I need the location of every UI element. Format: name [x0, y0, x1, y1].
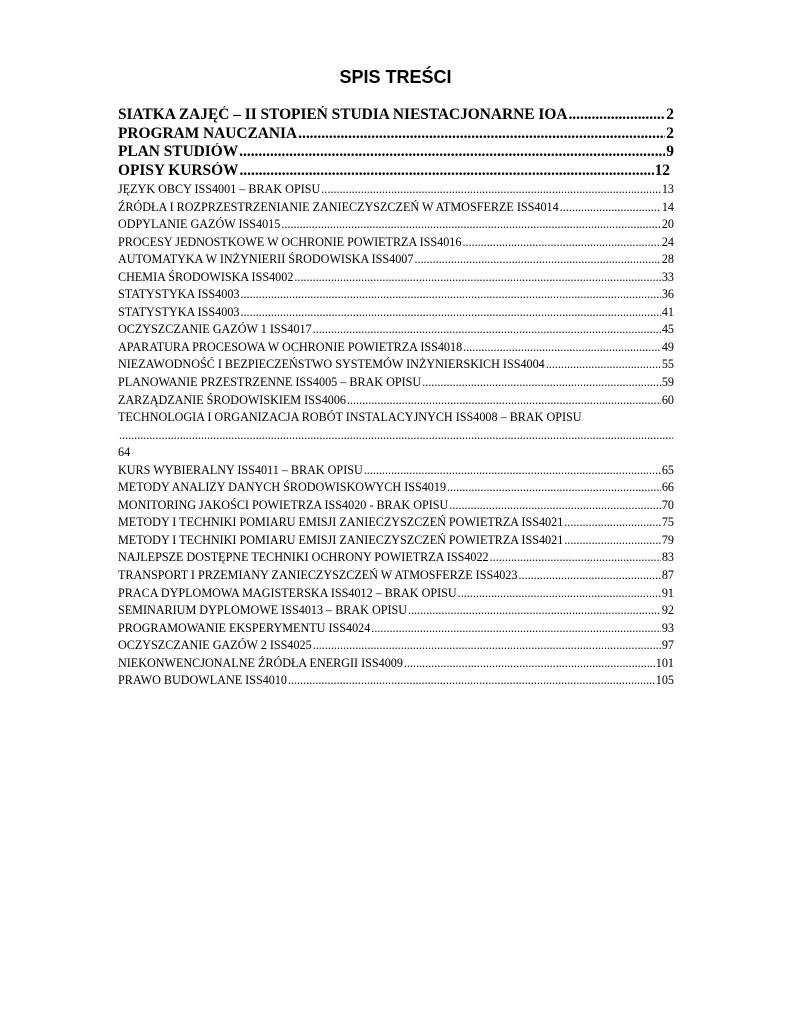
toc-page-number: 24 — [661, 234, 674, 249]
toc-entry-label: KURS WYBIERALNY ISS4011 – BRAK OPISU — [118, 462, 363, 477]
toc-page-number: 75 — [661, 515, 674, 530]
toc-page-number: 55 — [661, 357, 674, 372]
toc-entry-label: APARATURA PROCESOWA W OCHRONIE POWIETRZA ISS4018 — [118, 339, 463, 354]
toc-entry[interactable] — [118, 304, 674, 322]
dot-leader — [239, 143, 665, 162]
toc-page-number: 87 — [661, 568, 674, 583]
toc-page-number: 2 — [666, 124, 674, 142]
toc-entry[interactable] — [118, 672, 674, 690]
toc-page-number: 45 — [661, 322, 674, 337]
dot-leader — [281, 216, 661, 234]
toc-entry[interactable] — [118, 655, 674, 673]
toc-entry[interactable] — [118, 339, 674, 357]
dot-leader — [288, 672, 655, 690]
toc-entry[interactable] — [118, 374, 674, 392]
toc-page-number: 64 — [118, 445, 131, 460]
dot-leader — [313, 637, 661, 655]
dot-leader — [560, 199, 661, 217]
toc-entry-label: NIEZAWODNOŚĆ I BEZPIECZEŃSTWO SYSTEMÓW INŻYNIERSKICH ISS4004 — [118, 357, 545, 372]
toc-entry[interactable] — [118, 321, 674, 339]
toc-entry[interactable] — [118, 409, 674, 462]
toc-entry[interactable] — [118, 216, 674, 234]
toc-entry[interactable] — [118, 251, 674, 269]
dot-leader — [119, 427, 673, 445]
toc-page-number: 33 — [661, 269, 674, 284]
toc-page-number: 65 — [661, 462, 674, 477]
toc-entry[interactable] — [118, 514, 674, 532]
toc-entry-label: PRACA DYPLOMOWA MAGISTERSKA ISS4012 – BRAK OPISU — [118, 585, 457, 600]
dot-leader — [568, 106, 665, 125]
toc-entry-label: NAJLEPSZE DOSTĘPNE TECHNIKI OCHRONY POWIETRZA ISS4022 — [118, 550, 489, 565]
toc-page-number: 14 — [661, 199, 674, 214]
toc-page-number: 59 — [661, 375, 674, 390]
toc-entry-label: METODY ANALIZY DANYCH ŚRODOWISKOWYCH ISS4019 — [118, 480, 447, 495]
toc-entry[interactable] — [118, 199, 674, 217]
toc-major-entry[interactable] — [118, 162, 670, 181]
toc-page-number: 60 — [661, 392, 674, 407]
toc-entry[interactable] — [118, 637, 674, 655]
toc-entry[interactable] — [118, 497, 674, 515]
toc-entry[interactable] — [118, 234, 674, 252]
toc-page-number: 2 — [666, 106, 674, 123]
dot-leader — [447, 479, 661, 497]
toc-entry[interactable] — [118, 585, 674, 603]
toc-page-number: 91 — [661, 585, 674, 600]
toc-entry[interactable] — [118, 181, 674, 199]
dot-leader — [240, 286, 660, 304]
toc-entry-label: ZARZĄDZANIE ŚRODOWISKIEM ISS4006 — [118, 392, 346, 407]
dot-leader — [240, 304, 660, 322]
toc-entry-label: STATYSTYKA ISS4003 — [118, 287, 240, 302]
toc-entry-label: OPISY KURSÓW — [118, 161, 239, 179]
toc-major-entry[interactable] — [118, 125, 674, 144]
toc-entry-label: PRAWO BUDOWLANE ISS4010 — [118, 673, 287, 688]
toc-entry-label: CHEMIA ŚRODOWISKA ISS4002 — [118, 269, 294, 284]
toc-course-list — [118, 181, 674, 690]
dot-leader — [463, 339, 661, 357]
toc-page-number: 20 — [661, 217, 674, 232]
dot-leader — [294, 269, 660, 287]
dot-leader — [449, 497, 661, 515]
toc-major-entry[interactable] — [118, 143, 674, 162]
toc-page-number: 70 — [661, 497, 674, 512]
toc-entry-label: SIATKA ZAJĘĆ – II STOPIEŃ STUDIA NIESTACJONARNE IOA — [118, 106, 568, 123]
toc-page-number: 28 — [661, 252, 674, 267]
dot-leader — [422, 374, 661, 392]
toc-page-number: 41 — [661, 304, 674, 319]
toc-entry-label: TECHNOLOGIA I ORGANIZACJA ROBÓT INSTALACYJNYCH ISS4008 – BRAK OPISU — [118, 410, 582, 425]
toc-page-number: 92 — [661, 603, 674, 618]
toc-page-number: 49 — [661, 339, 674, 354]
dot-leader — [414, 251, 660, 269]
toc-entry[interactable] — [118, 286, 674, 304]
toc-entry-label: ŹRÓDŁA I ROZPRZESTRZENIANIE ZANIECZYSZCZEŃ W ATMOSFERZE ISS4014 — [118, 199, 559, 214]
toc-page-number: 13 — [661, 182, 674, 196]
toc-entry[interactable] — [118, 567, 674, 585]
toc-entry[interactable] — [118, 462, 674, 480]
toc-page-number: 79 — [661, 532, 674, 547]
toc-entry-label: TRANSPORT I PRZEMIANY ZANIECZYSZCZEŃ W ATMOSFERZE ISS4023 — [118, 568, 518, 583]
toc-entry-label: METODY I TECHNIKI POMIARU EMISJI ZANIECZYSZCZEŃ POWIETRZA ISS4021 — [118, 515, 564, 530]
toc-entry-label: STATYSTYKA ISS4003 — [118, 304, 240, 319]
toc-entry-label: ODPYLANIE GAZÓW ISS4015 — [118, 217, 281, 232]
toc-major-entry[interactable] — [118, 106, 674, 125]
toc-entry[interactable] — [118, 269, 674, 287]
toc-entry-label: AUTOMATYKA W INŻYNIERII ŚRODOWISKA ISS4007 — [118, 252, 414, 267]
toc-entry-label: JĘZYK OBCY ISS4001 – BRAK OPISU — [118, 182, 321, 196]
toc-entry[interactable] — [118, 602, 674, 620]
toc-entry-label: SEMINARIUM DYPLOMOWE ISS4013 – BRAK OPISU — [118, 603, 408, 618]
toc-page-number: 105 — [655, 673, 674, 688]
toc-entry[interactable] — [118, 392, 674, 410]
toc-major-list — [118, 106, 674, 180]
dot-leader — [404, 655, 655, 673]
toc-entry[interactable] — [118, 549, 674, 567]
toc-entry-label: PROCESY JEDNOSTKOWE W OCHRONIE POWIETRZA ISS4016 — [118, 234, 462, 249]
toc-page-number: 12 — [654, 161, 670, 179]
dot-leader — [564, 514, 661, 532]
toc-page-number: 101 — [655, 655, 674, 670]
toc-page-number: 97 — [661, 638, 674, 653]
dot-leader — [321, 181, 661, 199]
toc-entry[interactable] — [118, 356, 674, 374]
toc-page-number: 93 — [661, 620, 674, 635]
dot-leader — [458, 585, 661, 603]
dot-leader — [347, 392, 661, 410]
toc-page-number: 66 — [661, 480, 674, 495]
toc-page-number: 9 — [666, 143, 674, 161]
toc-entry-label: METODY I TECHNIKI POMIARU EMISJI ZANIECZYSZCZEŃ POWIETRZA ISS4021 — [118, 532, 564, 547]
toc-page-number: 36 — [661, 287, 674, 302]
page-title: SPIS TREŚCI — [339, 67, 452, 87]
toc-entry-label: PROGRAMOWANIE EKSPERYMENTU ISS4024 — [118, 620, 371, 635]
toc-entry-label: PROGRAM NAUCZANIA — [118, 124, 298, 142]
dot-leader — [519, 567, 661, 585]
dot-leader — [371, 620, 661, 638]
toc-entry-label: NIEKONWENCJONALNE ŹRÓDŁA ENERGII ISS4009 — [118, 655, 403, 670]
toc-entry-label: MONITORING JAKOŚCI POWIETRZA ISS4020 - BRAK OPISU — [118, 497, 449, 512]
toc-entry[interactable] — [118, 620, 674, 638]
toc-entry[interactable] — [118, 479, 674, 497]
dot-leader — [462, 234, 660, 252]
dot-leader — [313, 321, 661, 339]
dot-leader — [564, 532, 661, 550]
toc-page-number: 83 — [661, 550, 674, 565]
toc-entry-label: PLANOWANIE PRZESTRZENNE ISS4005 – BRAK OPISU — [118, 375, 422, 390]
dot-leader — [546, 356, 661, 374]
toc-entry-label: OCZYSZCZANIE GAZÓW 1 ISS4017 — [118, 322, 312, 337]
dot-leader — [364, 462, 661, 480]
dot-leader — [490, 549, 661, 567]
dot-leader — [239, 162, 653, 181]
dot-leader — [298, 125, 665, 144]
toc-entry[interactable] — [118, 532, 674, 550]
toc-entry-label: OCZYSZCZANIE GAZÓW 2 ISS4025 — [118, 638, 312, 653]
toc-entry-label: PLAN STUDIÓW — [118, 143, 239, 161]
dot-leader — [408, 602, 661, 620]
